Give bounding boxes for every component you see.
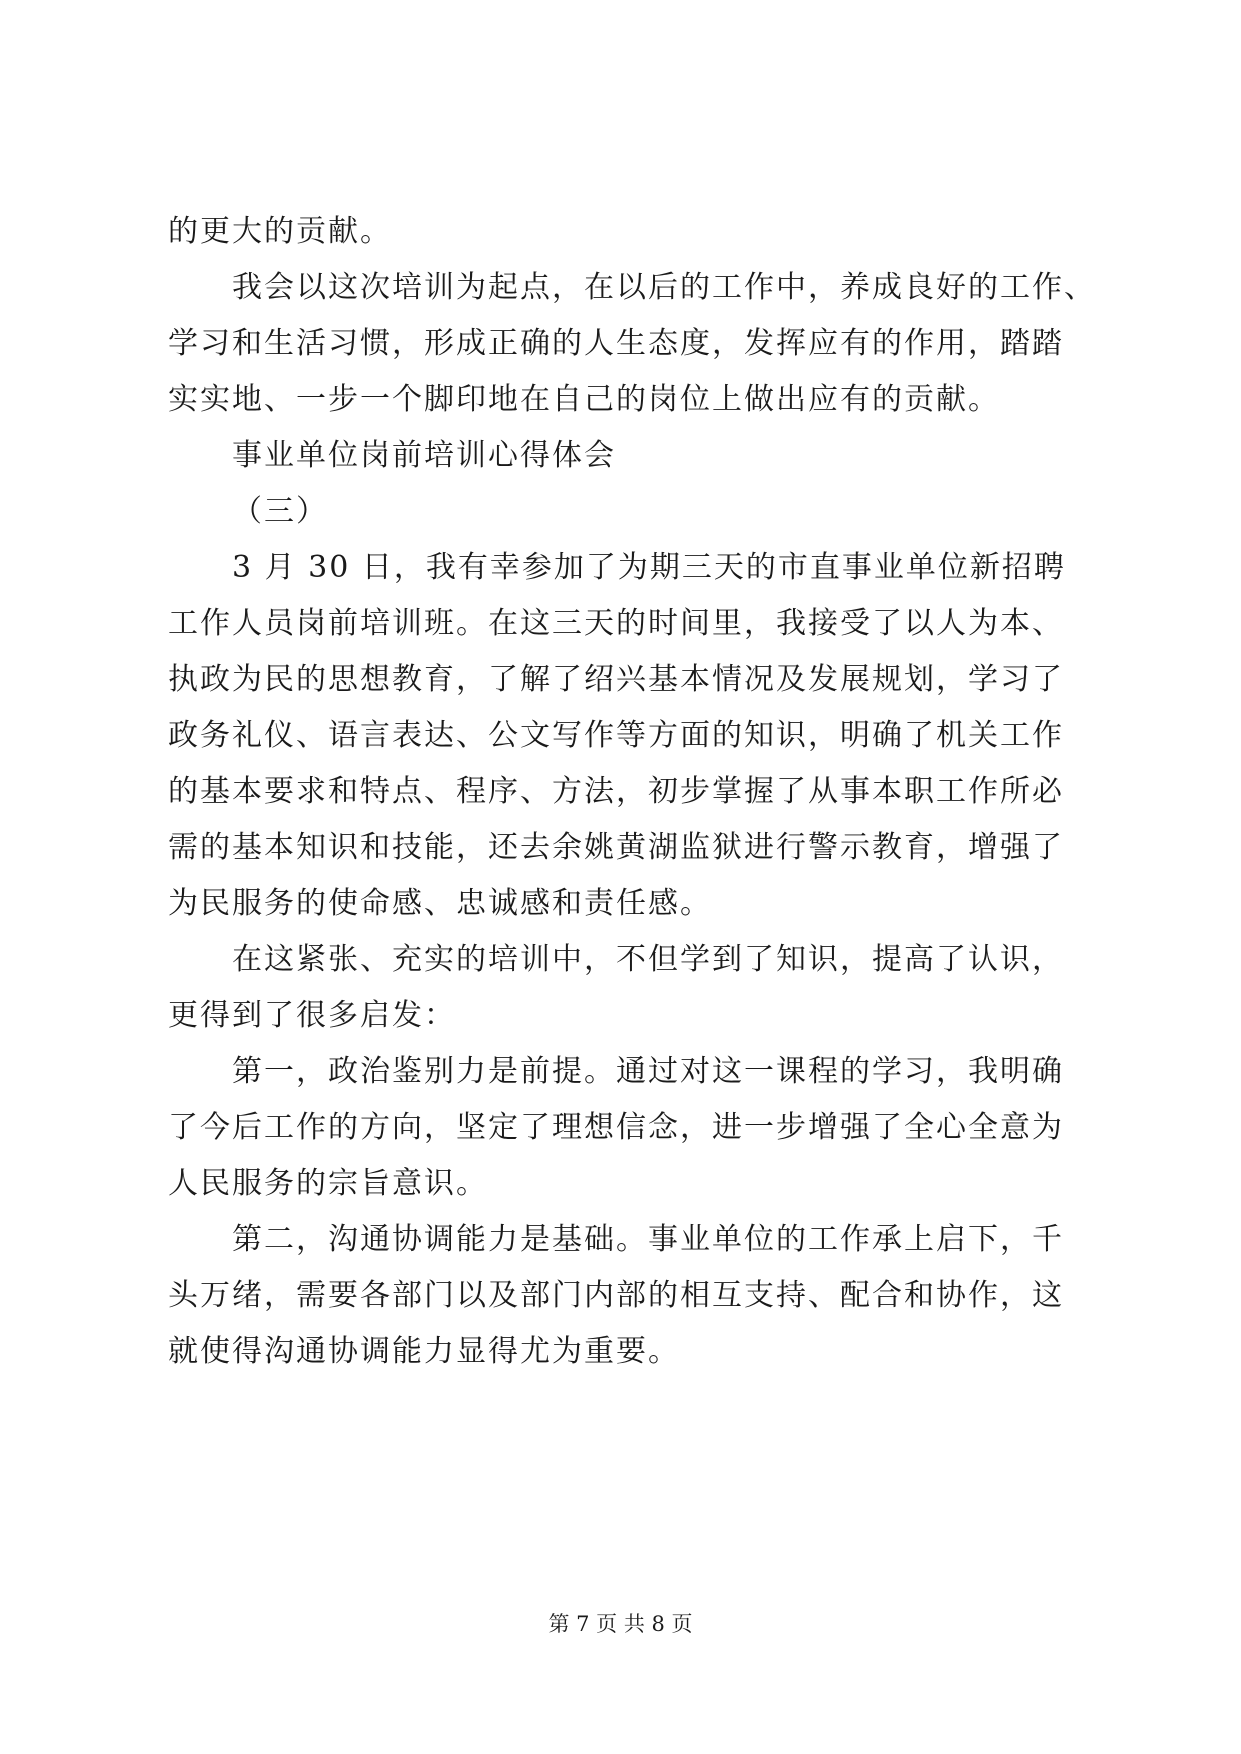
paragraph-line: 的更大的贡献。	[168, 214, 392, 249]
section-number: （三）	[232, 494, 328, 529]
paragraph-line: 学习和生活习惯，形成正确的人生态度，发挥应有的作用，踏踏	[168, 326, 1064, 361]
section-title: 事业单位岗前培训心得体会	[232, 438, 616, 473]
paragraph-line: 的基本要求和特点、程序、方法，初步掌握了从事本职工作所必	[168, 774, 1064, 809]
paragraph-line: 在这紧张、充实的培训中，不但学到了知识，提高了认识，	[232, 942, 1064, 977]
paragraph-line: 3 月 30 日，我有幸参加了为期三天的市直事业单位新招聘	[232, 550, 1066, 585]
paragraph-line: 头万绪，需要各部门以及部门内部的相互支持、配合和协作，这	[168, 1278, 1064, 1313]
paragraph-line: 就使得沟通协调能力显得尤为重要。	[168, 1334, 680, 1369]
paragraph-line: 第二，沟通协调能力是基础。事业单位的工作承上启下，千	[232, 1222, 1064, 1257]
paragraph-line: 第一，政治鉴别力是前提。通过对这一课程的学习，我明确	[232, 1054, 1064, 1089]
paragraph-line: 工作人员岗前培训班。在这三天的时间里，我接受了以人为本、	[168, 606, 1064, 641]
paragraph-line: 为民服务的使命感、忠诚感和责任感。	[168, 886, 712, 921]
paragraph-line: 了今后工作的方向，坚定了理想信念，进一步增强了全心全意为	[168, 1110, 1064, 1145]
paragraph-line: 更得到了很多启发：	[168, 998, 456, 1033]
paragraph-line: 人民服务的宗旨意识。	[168, 1166, 488, 1201]
page-footer: 第 7 页 共 8 页	[548, 1612, 693, 1636]
paragraph-line: 需的基本知识和技能，还去余姚黄湖监狱进行警示教育，增强了	[168, 830, 1064, 865]
paragraph-line: 政务礼仪、语言表达、公文写作等方面的知识，明确了机关工作	[168, 718, 1064, 753]
paragraph-line: 实实地、一步一个脚印地在自己的岗位上做出应有的贡献。	[168, 382, 1000, 417]
paragraph-line: 执政为民的思想教育，了解了绍兴基本情况及发展规划，学习了	[168, 662, 1064, 697]
paragraph-line: 我会以这次培训为起点，在以后的工作中，养成良好的工作、	[232, 270, 1096, 305]
